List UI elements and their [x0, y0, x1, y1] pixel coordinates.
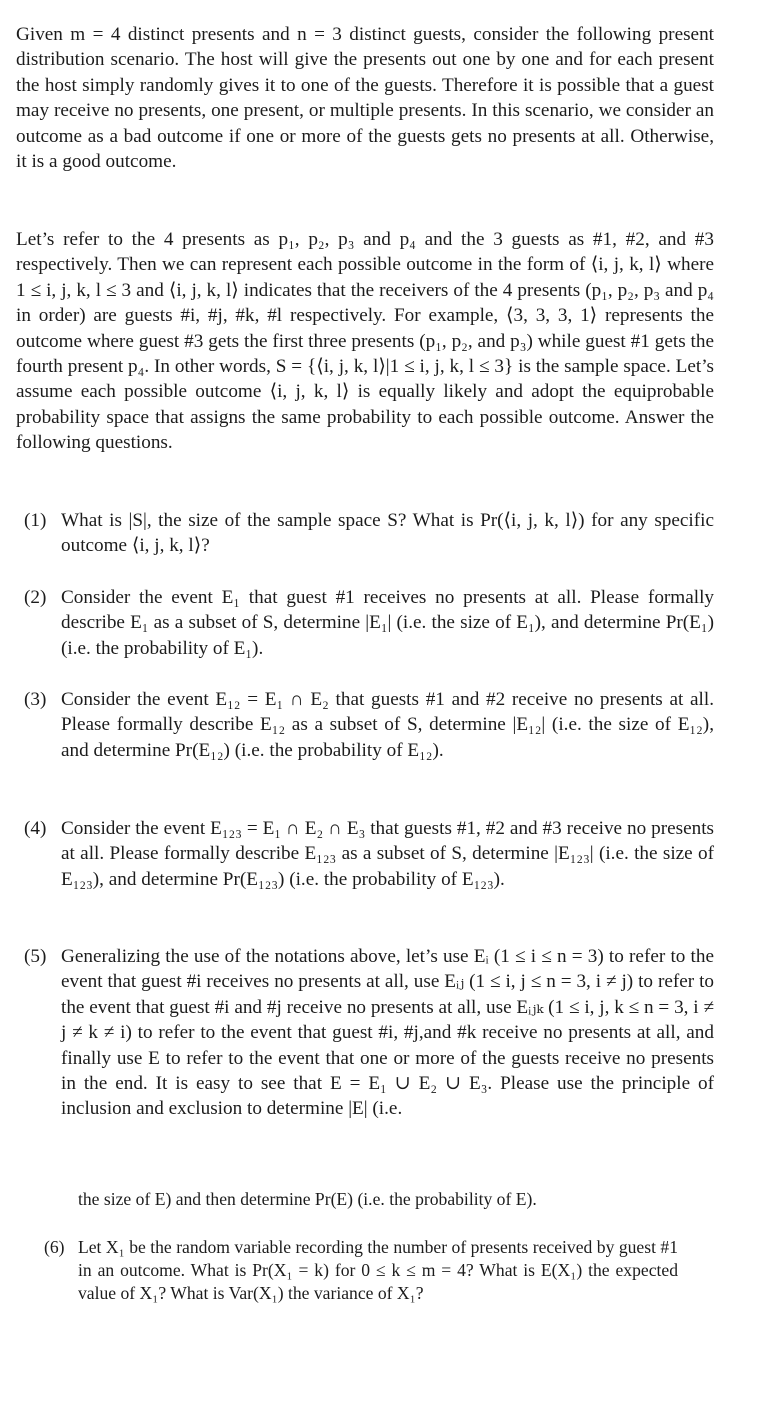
question-text: What is |S|, the size of the sample space S? What is Pr(⟨i, j, k, l⟩) for any specific outcome ⟨i, j, k, l⟩?	[61, 510, 714, 557]
question-text: Consider the event E₁₂₃ = E₁ ∩ E₂ ∩ E₃ that guests #1, #2 and #3 receive no presents at all. Please formally describe E₁₂₃ as a subset of S, determine |E₁₂₃| (i.e. the size of E₁₂₃), and determine Pr(E₁₂₃) (i.e. the probability of E₁₂₃).	[61, 818, 714, 890]
question-text: Let X₁ be the random variable recording the number of presents received by guest #1 in an outcome. What is Pr(X₁ = k) for 0 ≤ k ≤ m = 4? What is E(X₁) the expected value of X₁? What is Var(X₁) the variance of X₁?	[78, 1237, 678, 1303]
question-1	[24, 508, 714, 559]
question-2	[24, 585, 714, 661]
intro-paragraph-1: Given m = 4 distinct presents and n = 3 distinct guests, consider the following present distribution scenario. The host will give the presents out one by one and for each present the host simply randomly gives it to one of the guests. Therefore it is possible that a guest may receive no presents, one present, or multiple presents. In this scenario, we consider an outcome as a bad outcome if one or more of the guests gets no presents at all. Otherwise, it is a good outcome.	[16, 24, 714, 173]
question-number: (1)	[24, 510, 47, 531]
question-3	[24, 687, 714, 763]
question-text: Generalizing the use of the notations above, let’s use Eᵢ (1 ≤ i ≤ n = 3) to refer to the event that guest #i receives no presents at all, use Eᵢⱼ (1 ≤ i, j ≤ n = 3, i ≠ j) to refer to the event that guest #i and #j receive no presents at all, use Eᵢⱼₖ (1 ≤ i, j, k ≤ n = 3, i ≠ j ≠ k ≠ i) to refer to the event that guest #i, #j,and #k receive no presents at all, and finally use E to refer to the event that one or more of the guests receive no presents in the end. It is easy to see that E = E₁ ∪ E₂ ∪ E₃. Please use the principle of inclusion and exclusion to determine |E| (i.e.	[61, 946, 714, 1120]
question-5	[24, 944, 714, 1122]
question-4	[24, 816, 714, 892]
question-number: (5)	[24, 946, 47, 967]
question-number: (4)	[24, 818, 47, 839]
question-text: Consider the event E₁ that guest #1 receives no presents at all. Please formally describe E₁ as a subset of S, determine |E₁| (i.e. the size of E₁), and determine Pr(E₁) (i.e. the probability of E₁).	[61, 587, 714, 659]
question-text: Consider the event E₁₂ = E₁ ∩ E₂ that guests #1 and #2 receive no presents at all. Please formally describe E₁₂ as a subset of S, determine |E₁₂| (i.e. the size of E₁₂), and determine Pr(E₁₂) (i.e. the probability of E₁₂).	[61, 689, 714, 761]
question-number: (3)	[24, 689, 47, 710]
question-number: (6)	[44, 1237, 65, 1257]
intro-paragraph-2: Let’s refer to the 4 presents as p₁, p₂, p₃ and p₄ and the 3 guests as #1, #2, and #3 respectively. Then we can represent each possible outcome in the form of ⟨i, j, k, l⟩ where 1 ≤ i, j, k, l ≤ 3 and ⟨i, j, k, l⟩ indicates that the receivers of the 4 presents (p₁, p₂, p₃ and p₄ in order) are guests #i, #j, #k, #l respectively. For example, ⟨3, 3, 3, 1⟩ represents the outcome where guest #3 gets the first three presents (p₁, p₂, and p₃) while guest #1 gets the fourth present p₄. In other words, S = {⟨i, j, k, l⟩|1 ≤ i, j, k, l ≤ 3} is the sample space. Let’s assume each possible outcome ⟨i, j, k, l⟩ is equally likely and adopt the equiprobable probability space that assigns the same probability to each possible outcome. Answer the following questions.	[16, 229, 714, 454]
question-6	[44, 1236, 678, 1305]
question-5-continuation: the size of E) and then determine Pr(E) (i.e. the probability of E).	[78, 1189, 537, 1209]
question-number: (2)	[24, 587, 47, 608]
